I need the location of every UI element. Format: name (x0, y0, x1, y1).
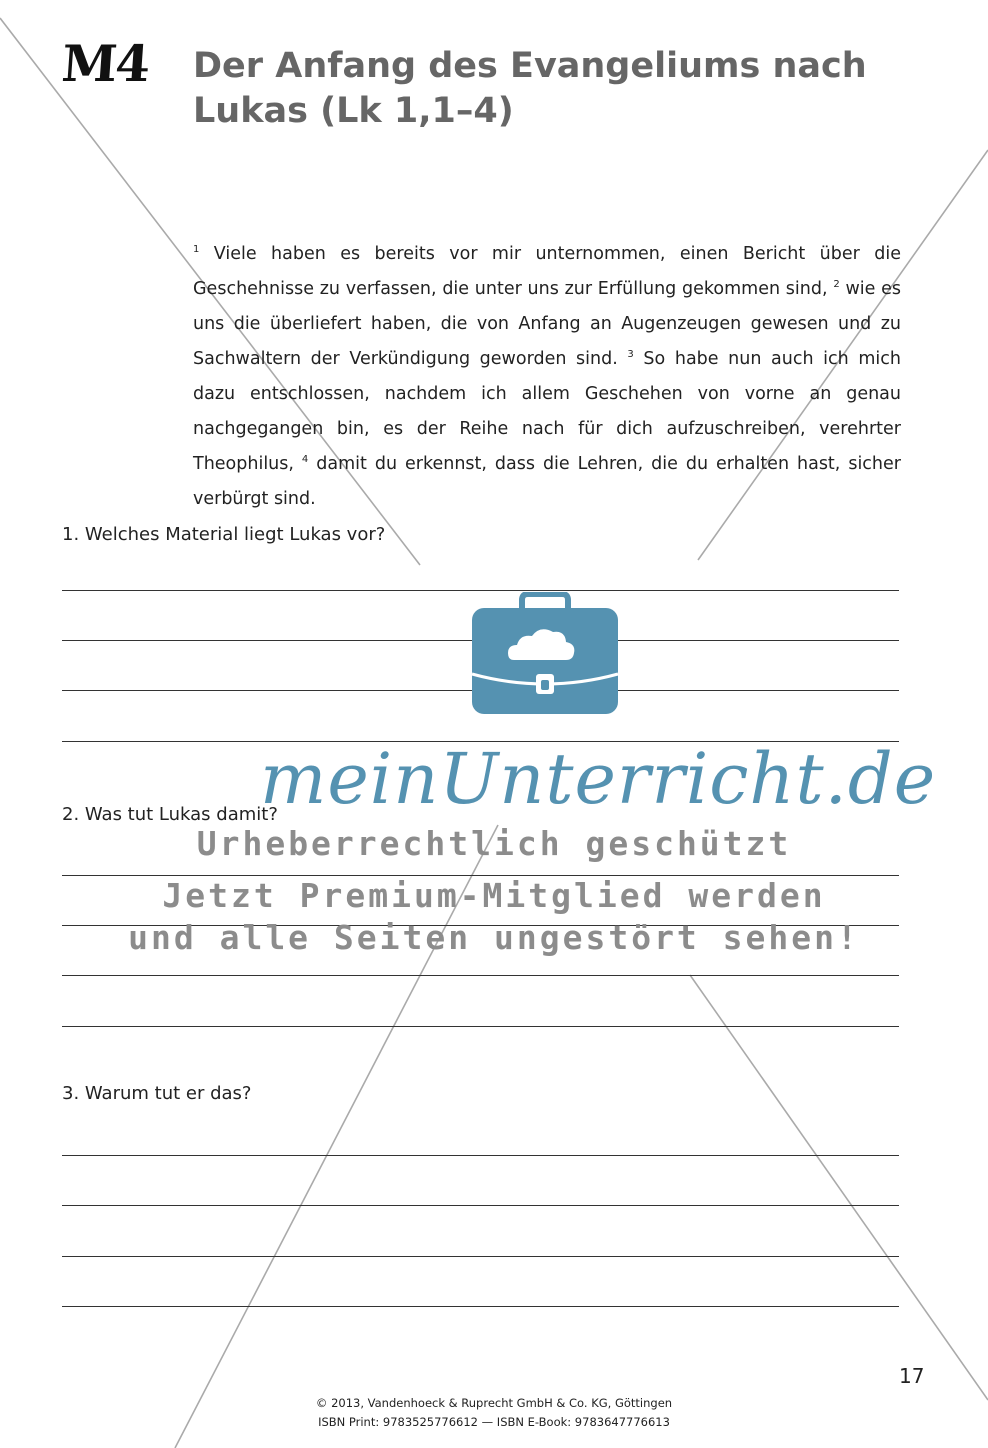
answer-line-3-3[interactable] (62, 1256, 899, 1257)
verse-1: Viele haben es bereits vor mir unternommen, einen Bericht über die Geschehnisse zu verfassen, die unter uns zur Erfüllung gekommen sind, (193, 244, 901, 299)
question-2: 2. Was tut Lukas damit? (62, 804, 278, 825)
material-badge: M4 (59, 34, 151, 93)
footer-copyright: © 2013, Vandenhoeck & Ruprecht GmbH & Co. KG, Göttingen (315, 1396, 673, 1410)
diagonal-line-4 (690, 975, 988, 1400)
page-number: 17 (899, 1364, 925, 1388)
verse-number-3: 3 (627, 349, 634, 360)
answer-line-2-4[interactable] (62, 1026, 899, 1027)
watermark-copyright: Urheberrechtlich geschützt (196, 824, 792, 863)
question-3: 3. Warum tut er das? (62, 1083, 252, 1104)
verse-4: damit du erkennst, dass die Lehren, die du erhalten hast, sicher verbürgt sind. (193, 454, 901, 509)
footer-isbn: ISBN Print: 9783525776612 — ISBN E-Book: 9783647776613 (318, 1415, 670, 1429)
answer-line-1-1[interactable] (62, 590, 899, 591)
verse-number-1: 1 (193, 244, 200, 255)
question-1: 1. Welches Material liegt Lukas vor? (62, 524, 386, 545)
page-title: Der Anfang des Evangeliums nach Lukas (Lk 1,1–4) (193, 46, 867, 131)
verse-number-4: 4 (301, 454, 309, 465)
answer-line-3-4[interactable] (62, 1306, 899, 1307)
verse-2: wie es uns die überliefert haben, die von Anfang an Augenzeugen gewesen und zu Sachwaltern der Verkündigung geworden sind. (193, 279, 901, 369)
watermark-brand: meinUnterricht.de (260, 738, 937, 820)
watermark-premium-line-1: Jetzt Premium-Mitglied werden (162, 876, 826, 915)
bible-passage (193, 237, 901, 517)
verse-3: So habe nun auch ich mich dazu entschlossen, nachdem ich allem Geschehen von vorne an genau nachgegangen bin, es der Reihe nach für dich aufzuschreiben, verehrter Theophilus, (193, 349, 901, 474)
answer-line-2-3[interactable] (62, 975, 899, 976)
answer-line-3-1[interactable] (62, 1155, 899, 1156)
watermark-premium-line-2: und alle Seiten ungestört sehen! (128, 918, 860, 957)
verse-number-2: 2 (833, 279, 840, 290)
briefcase-cloud-icon (470, 592, 620, 716)
answer-line-3-2[interactable] (62, 1205, 899, 1206)
